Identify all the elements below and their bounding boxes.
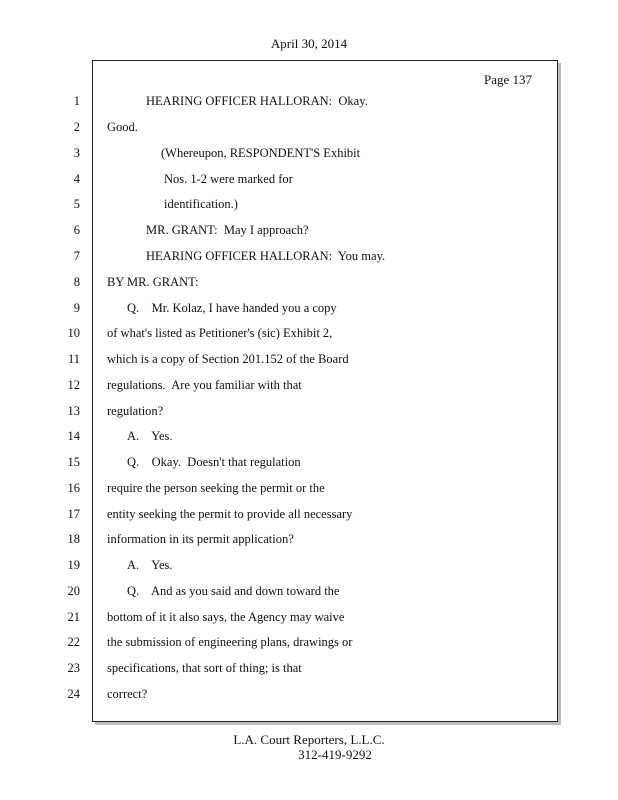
transcript-line: Q. And as you said and down toward the xyxy=(127,584,340,598)
line-number: 7 xyxy=(73,249,80,263)
footer xyxy=(0,732,618,762)
line-number: 16 xyxy=(67,481,80,495)
line-number: 3 xyxy=(73,146,80,160)
line-number: 9 xyxy=(73,301,80,315)
line-number: 12 xyxy=(67,378,80,392)
line-number: 19 xyxy=(67,558,80,572)
transcript-line: Good. xyxy=(107,120,138,134)
transcript-line: entity seeking the permit to provide all necessary xyxy=(107,507,353,521)
footer-company: L.A. Court Reporters, L.L.C. xyxy=(233,732,385,747)
transcript-line: A. Yes. xyxy=(127,558,173,572)
line-number: 17 xyxy=(67,507,80,521)
transcript-line: bottom of it it also says, the Agency may waive xyxy=(107,610,345,624)
transcript-line: which is a copy of Section 201.152 of the Board xyxy=(107,352,349,366)
line-number: 18 xyxy=(67,532,80,546)
line-number: 4 xyxy=(73,172,80,186)
transcript-line: identification.) xyxy=(164,197,238,211)
line-number: 10 xyxy=(67,326,80,340)
transcript-line: Nos. 1-2 were marked for xyxy=(164,172,293,186)
transcript-line: regulations. Are you familiar with that xyxy=(107,378,302,392)
transcript-line: BY MR. GRANT: xyxy=(107,275,199,289)
line-number: 8 xyxy=(73,275,80,289)
transcript-line: the submission of engineering plans, drawings or xyxy=(107,635,353,649)
transcript-line: regulation? xyxy=(107,404,164,418)
footer-phone: 312-419-9292 xyxy=(298,747,372,762)
line-number: 6 xyxy=(73,223,80,237)
line-number: 15 xyxy=(67,455,80,469)
page-number: Page 137 xyxy=(483,72,532,87)
transcript-line: of what's listed as Petitioner's (sic) Exhibit 2, xyxy=(107,326,333,340)
header-date: April 30, 2014 xyxy=(270,36,348,51)
line-number: 2 xyxy=(73,120,80,134)
transcript-line: Q. Okay. Doesn't that regulation xyxy=(127,455,301,469)
transcript-line: Q. Mr. Kolaz, I have handed you a copy xyxy=(127,301,337,315)
transcript-line: (Whereupon, RESPONDENT'S Exhibit xyxy=(161,146,361,160)
line-number: 11 xyxy=(67,352,80,366)
line-number: 22 xyxy=(67,635,80,649)
transcript-line: MR. GRANT: May I approach? xyxy=(146,223,309,237)
transcript-line: A. Yes. xyxy=(127,429,173,443)
line-number: 13 xyxy=(67,404,80,418)
transcript-line: correct? xyxy=(107,687,148,701)
line-number: 5 xyxy=(73,197,80,211)
transcript-line: require the person seeking the permit or the xyxy=(107,481,325,495)
transcript-line: HEARING OFFICER HALLORAN: You may. xyxy=(146,249,386,263)
transcript-line: information in its permit application? xyxy=(107,532,294,546)
transcript-line: specifications, that sort of thing; is that xyxy=(107,661,302,675)
line-number: 24 xyxy=(67,687,80,701)
line-number: 21 xyxy=(67,610,80,624)
line-number: 23 xyxy=(67,661,80,675)
transcript-line: HEARING OFFICER HALLORAN: Okay. xyxy=(146,94,368,108)
line-number: 1 xyxy=(73,94,80,108)
line-number: 14 xyxy=(67,429,80,443)
line-number: 20 xyxy=(67,584,80,598)
